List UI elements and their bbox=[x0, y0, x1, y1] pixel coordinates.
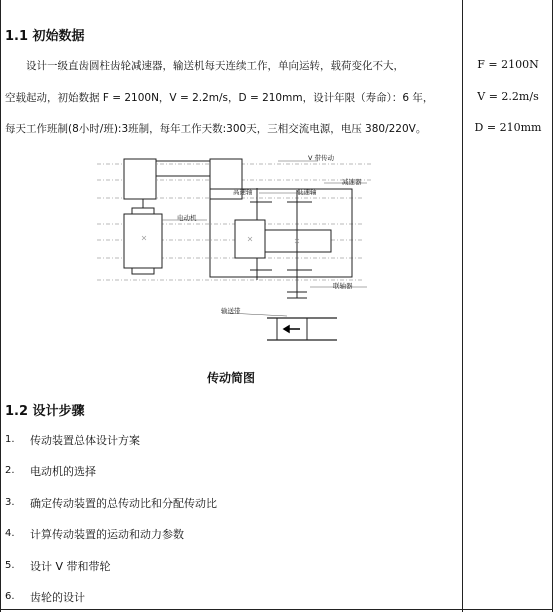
section-heading-initial-data: 1.1 初始数据 bbox=[5, 29, 85, 44]
motor-pulley bbox=[124, 159, 156, 199]
param-diameter: D = 210mm bbox=[474, 121, 542, 134]
table-border-left bbox=[0, 0, 1, 612]
step-text: 设计 V 带和带轮 bbox=[30, 560, 111, 573]
step-text: 计算传动装置的运动和动力参数 bbox=[30, 528, 184, 541]
param-force: F = 2100N bbox=[477, 58, 539, 71]
table-border-right bbox=[552, 0, 553, 612]
step-number: 6. bbox=[5, 591, 15, 602]
diagram-caption: 传动简图 bbox=[206, 371, 255, 385]
label-motor: 电动机 bbox=[177, 214, 197, 222]
step-number: 4. bbox=[5, 528, 15, 539]
label-v-belt: V 带传动 bbox=[308, 154, 335, 162]
step-number: 3. bbox=[5, 497, 15, 508]
step-text: 确定传动装置的总传动比和分配传动比 bbox=[30, 497, 217, 510]
step-number: 5. bbox=[5, 560, 15, 571]
label-high-speed-shaft: 高速轴 bbox=[233, 188, 253, 196]
motor-body bbox=[124, 214, 162, 268]
step-text: 传动装置总体设计方案 bbox=[30, 434, 140, 447]
table-column-divider bbox=[462, 0, 463, 612]
label-coupling: 联轴器 bbox=[333, 282, 353, 290]
label-conveyor-belt: 输送带 bbox=[221, 307, 241, 315]
step-text: 齿轮的设计 bbox=[30, 591, 85, 604]
param-velocity: V = 2.2m/s bbox=[477, 90, 539, 103]
transmission-diagram bbox=[92, 148, 377, 353]
paragraph-line-2: 空载起动，初始数据 F = 2100N，V = 2.2m/s，D = 210mm，设计年限（寿命）：6 年， bbox=[5, 92, 434, 104]
section-heading-design-steps: 1.2 设计步骤 bbox=[5, 404, 85, 419]
paragraph-line-3: 每天工作班制(8小时/班):3班制，每年工作天数:300天，三相交流电源，电压 380/220V。 bbox=[5, 123, 427, 135]
step-text: 电动机的选择 bbox=[30, 465, 96, 478]
step-number: 1. bbox=[5, 434, 15, 445]
gear bbox=[265, 230, 331, 252]
paragraph-line-1: 设计一级直齿圆柱齿轮减速器，输送机每天连续工作，单向运转，载荷变化不大， bbox=[5, 60, 404, 72]
step-number: 2. bbox=[5, 465, 15, 476]
label-low-speed-shaft: 低速轴 bbox=[297, 188, 317, 196]
table-border-bottom bbox=[0, 609, 553, 610]
label-reducer: 减速器 bbox=[342, 178, 362, 186]
